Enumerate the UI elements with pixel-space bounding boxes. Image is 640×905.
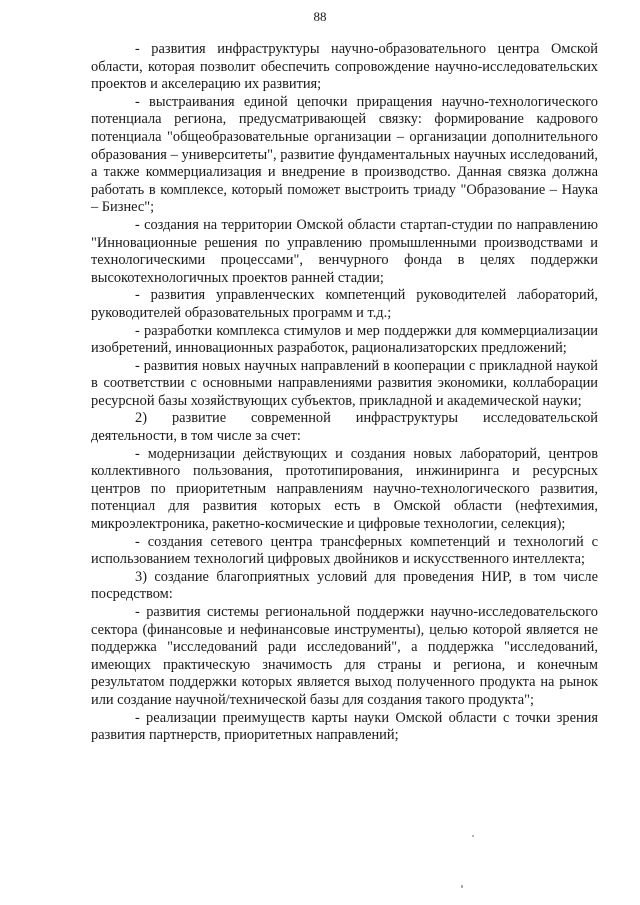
paragraph: - создания сетевого центра трансферных компетенций и технологий с использованием технологий цифровых двойников и искусственного интеллекта;	[91, 533, 598, 568]
paragraph: - разработки комплекса стимулов и мер поддержки для коммерциализации изобретений, инновационных разработок, рационализаторских предложений;	[91, 322, 598, 357]
scan-speck	[472, 835, 474, 837]
paragraph: - реализации преимуществ карты науки Омской области с точки зрения развития партнерств, приоритетных направлений;	[91, 709, 598, 744]
paragraph: - развития системы региональной поддержки научно-исследовательского сектора (финансовые и нефинансовые инструменты), целью которой является не поддержка "исследований ради исследований", а поддержка "исследований, имеющих практическую значимость для страны и региона, и конечным результатом поддержки которых является выход полученного продукта на рынок или создание научной/технической базы для создания такого продукта";	[91, 604, 598, 708]
paragraph: - развития управленческих компетенций руководителей лабораторий, руководителей образовательных программ и т.д.;	[91, 287, 598, 321]
paragraph: 2) развитие современной инфраструктуры исследовательской деятельности, в том числе за счет:	[91, 410, 598, 445]
paragraph: - модернизации действующих и создания новых лабораторий, центров коллективного пользования, прототипирования, инжиниринга и ресурсных центров по приоритетным направлениям научно-технологического развития, потенциал для развития которых есть в Омской области (нефтехимия, микроэлектроника, ракетно-космические и цифровые технологии, селекция);	[91, 445, 598, 533]
paragraph: 3) создание благоприятных условий для проведения НИР, в том числе посредством:	[91, 568, 598, 603]
paragraph: - развития новых научных направлений в кооперации с прикладной наукой в соответствии с основными направлениями развития экономики, коллаборации ресурсной базы хозяйствующих субъектов, прикладной и академической науки;	[91, 357, 598, 409]
body-text	[91, 41, 598, 745]
paragraph: - развития инфраструктуры научно-образовательного центра Омской области, которая позволит обеспечить сопровождение научно-исследовательских проектов и акселерацию их развития;	[91, 41, 598, 93]
paragraph: - выстраивания единой цепочки приращения научно-технологического потенциала региона, предусматривающей связку: формирование кадрового потенциала "общеобразовательные организации – организации дополнительного образования – университеты", развитие фундаментальных научных исследований, а также коммерциализация и внедрение в производство. Данная связка должна работать в комплексе, который поможет выстроить триаду "Образование – Наука – Бизнес";	[91, 93, 598, 216]
scan-speck	[461, 885, 463, 888]
paragraph: - создания на территории Омской области стартап-студии по направлению "Инновационные решения по управлению промышленными производствами и технологическими процессами", венчурного фонда в целях поддержки высокотехнологичных проектов ранней стадии;	[91, 216, 598, 286]
page-number: 88	[313, 9, 327, 24]
